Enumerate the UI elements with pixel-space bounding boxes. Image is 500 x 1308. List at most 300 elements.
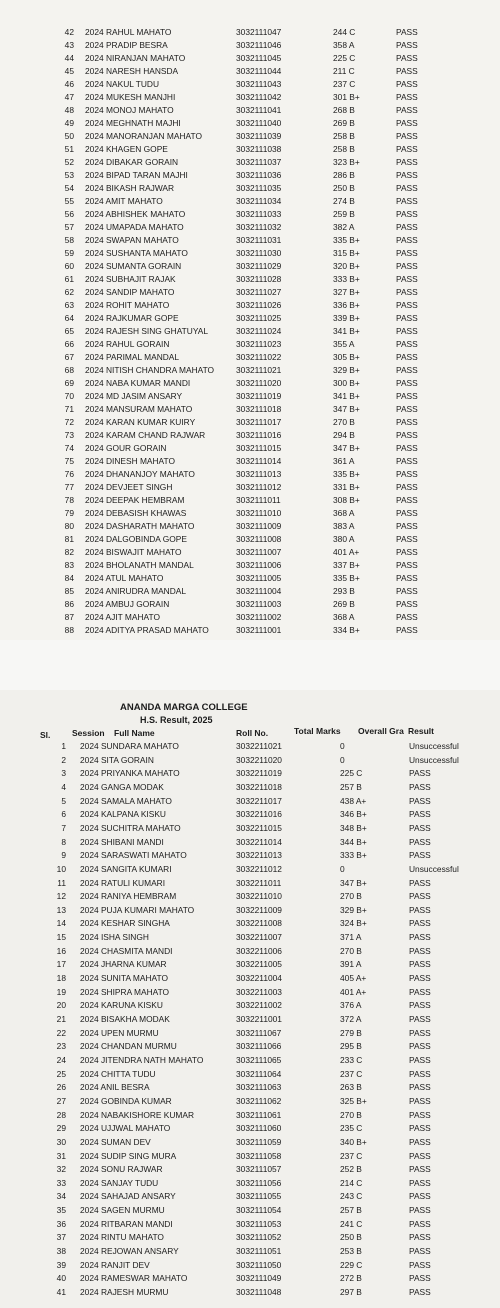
roll-number: 3032111058 [236, 1150, 282, 1161]
full-name: GOBINDA KUMAR [100, 1095, 172, 1106]
result-status: PASS [409, 1027, 431, 1038]
full-name: SANGITA KUMARI [100, 863, 172, 874]
serial-number: 40 [56, 1273, 66, 1284]
result-status: PASS [396, 40, 418, 50]
session-year: 2024 [80, 795, 99, 806]
session-year: 2024 [80, 1177, 99, 1188]
table-row [0, 104, 500, 117]
full-name: SUNDARA MAHATO [100, 741, 179, 751]
table-row [0, 1013, 500, 1026]
session-year: 2024 [80, 932, 99, 943]
roll-number: 3032111052 [236, 1232, 282, 1243]
student-name [80, 904, 194, 917]
session-year: 2024 [85, 66, 104, 76]
roll-number: 3032111059 [236, 1136, 282, 1147]
serial-number: 2 [61, 754, 66, 765]
total-marks: 368 A [333, 612, 355, 622]
session-year: 2024 [80, 1205, 99, 1216]
student-name [85, 39, 168, 52]
session-year: 2024 [80, 1095, 99, 1106]
session-year: 2024 [85, 313, 104, 323]
table-row [0, 26, 500, 39]
full-name: SUCHITRA MAHATO [100, 822, 181, 833]
roll-number: 3032111039 [236, 131, 282, 141]
serial-number: 79 [64, 508, 74, 518]
full-name: BIPAD TARAN MAJHI [105, 170, 188, 180]
total-marks: 383 A [333, 521, 355, 531]
serial-number: 62 [64, 287, 74, 297]
full-name: DEEPAK HEMBRAM [105, 495, 185, 505]
result-status: PASS [396, 183, 418, 193]
table-row [0, 260, 500, 273]
full-name: KARAN KUMAR KUIRY [105, 417, 196, 427]
roll-number: 3032111003 [236, 599, 282, 609]
full-name: MANORANJAN MAHATO [105, 131, 202, 141]
total-marks: 270 B [340, 945, 362, 956]
serial-number: 72 [64, 417, 74, 427]
result-status: PASS [396, 443, 418, 453]
student-name [85, 78, 159, 91]
result-status: PASS [409, 1191, 431, 1202]
full-name: ROHIT MAHATO [105, 300, 170, 310]
full-name: MD JASIM ANSARY [105, 391, 183, 401]
full-name: NARESH HANSDA [105, 66, 179, 76]
result-status: PASS [396, 482, 418, 492]
student-name [80, 1245, 179, 1258]
total-marks: 368 A [333, 508, 355, 518]
serial-number: 6 [61, 809, 66, 820]
table-row [0, 754, 500, 767]
table-row [0, 221, 500, 234]
total-marks: 253 B [340, 1246, 362, 1257]
student-name [85, 572, 163, 585]
table-row [0, 546, 500, 559]
table-row [0, 1231, 500, 1244]
total-marks: 380 A [333, 534, 355, 544]
table-row [0, 91, 500, 104]
serial-number: 56 [64, 209, 74, 219]
full-name: ABHISHEK MAHATO [105, 209, 186, 219]
full-name: SHIBANI MANDI [100, 836, 164, 847]
student-name [80, 1259, 150, 1272]
header-overall-grade: Overall Gra [358, 726, 404, 736]
session-year: 2024 [85, 209, 104, 219]
serial-number: 18 [56, 973, 66, 984]
total-marks: 241 C [340, 1218, 363, 1229]
session-year: 2024 [80, 1164, 99, 1175]
serial-number: 81 [64, 534, 74, 544]
roll-number: 3032111024 [236, 326, 282, 336]
roll-number: 3032111025 [236, 313, 282, 323]
roll-number: 3032111032 [236, 222, 282, 232]
roll-number: 3032111062 [236, 1095, 282, 1106]
serial-number: 45 [64, 66, 74, 76]
roll-number: 3032111009 [236, 521, 282, 531]
table-row [0, 455, 500, 468]
total-marks: 438 A+ [340, 795, 367, 806]
serial-number: 78 [64, 495, 74, 505]
serial-number: 32 [56, 1164, 66, 1175]
total-marks: 233 C [340, 1054, 363, 1065]
student-name [85, 598, 169, 611]
roll-number: 3032111001 [236, 625, 282, 635]
session-year: 2024 [85, 196, 104, 206]
student-name [80, 863, 172, 876]
session-year: 2024 [80, 754, 99, 765]
session-year: 2024 [85, 560, 104, 570]
student-name [80, 1081, 150, 1094]
roll-number: 3032111040 [236, 118, 282, 128]
table-row [0, 156, 500, 169]
session-year: 2024 [85, 248, 104, 258]
roll-number: 3032111016 [236, 430, 282, 440]
session-year: 2024 [80, 1082, 99, 1093]
full-name: BISWAJIT MAHATO [105, 547, 182, 557]
roll-number: 3032211004 [236, 973, 282, 984]
total-marks: 361 A [333, 456, 355, 466]
total-marks: 252 B [340, 1164, 362, 1175]
full-name: KARUNA KISKU [100, 1000, 163, 1011]
table-row [0, 507, 500, 520]
serial-number: 84 [64, 573, 74, 583]
result-status: PASS [396, 573, 418, 583]
session-year: 2024 [85, 417, 104, 427]
student-name [80, 781, 164, 794]
roll-number: 3032111051 [236, 1246, 282, 1257]
result-status: PASS [409, 1123, 431, 1134]
result-status: PASS [396, 300, 418, 310]
roll-number: 3032211021 [236, 741, 282, 751]
roll-number: 3032111026 [236, 300, 282, 310]
result-status: PASS [409, 1164, 431, 1175]
serial-number: 35 [56, 1205, 66, 1216]
result-status: PASS [396, 417, 418, 427]
full-name: REJOWAN ANSARY [100, 1246, 179, 1257]
table-row [0, 1068, 500, 1081]
serial-number: 82 [64, 547, 74, 557]
result-status: PASS [396, 560, 418, 570]
roll-number: 3032211018 [236, 781, 282, 792]
student-name [80, 1272, 187, 1285]
full-name: CHANDAN MURMU [100, 1041, 177, 1052]
student-name [85, 104, 174, 117]
student-name [85, 364, 214, 377]
total-marks: 324 B+ [340, 918, 367, 929]
full-name: MEGHNATH MAJHI [105, 118, 181, 128]
full-name: KESHAR SINGHA [100, 918, 170, 929]
table-row [0, 890, 500, 903]
serial-number: 47 [64, 92, 74, 102]
roll-number: 3032111061 [236, 1109, 282, 1120]
serial-number: 3 [61, 768, 66, 779]
roll-number: 3032111064 [236, 1068, 282, 1079]
session-year: 2024 [80, 1041, 99, 1052]
table-row [0, 559, 500, 572]
session-year: 2024 [80, 1014, 99, 1024]
serial-number: 68 [64, 365, 74, 375]
full-name: RATULI KUMARI [100, 877, 166, 888]
full-name: RAJESH MURMU [100, 1287, 169, 1297]
full-name: RAJESH SING GHATUYAL [105, 326, 209, 336]
result-status: PASS [396, 456, 418, 466]
roll-number: 3032111014 [236, 456, 282, 466]
result-status: PASS [409, 986, 431, 997]
full-name: DINESH MAHATO [105, 456, 175, 466]
total-marks: 257 B [340, 781, 362, 792]
serial-number: 76 [64, 469, 74, 479]
roll-number: 3032211019 [236, 768, 282, 779]
total-marks: 346 B+ [340, 809, 367, 820]
table-row [0, 195, 500, 208]
roll-number: 3032111055 [236, 1191, 282, 1202]
table-row [0, 416, 500, 429]
student-name [80, 808, 166, 821]
total-marks: 279 B [340, 1027, 362, 1038]
table-row [0, 767, 500, 780]
result-status: PASS [396, 66, 418, 76]
student-name [85, 325, 208, 338]
serial-number: 58 [64, 235, 74, 245]
result-status: PASS [396, 352, 418, 362]
student-name [80, 877, 165, 890]
session-year: 2024 [85, 352, 104, 362]
student-name [85, 286, 174, 299]
session-year: 2024 [85, 378, 104, 388]
table-row [0, 598, 500, 611]
full-name: RAHUL GORAIN [105, 339, 170, 349]
student-name [80, 1190, 176, 1203]
student-name [85, 455, 175, 468]
session-year: 2024 [80, 1150, 99, 1161]
student-name [85, 403, 192, 416]
full-name: SARASWATI MAHATO [100, 850, 187, 861]
full-name: NITISH CHANDRA MAHATO [105, 365, 215, 375]
table-row [0, 1095, 500, 1108]
table-row [0, 1259, 500, 1272]
student-name [80, 958, 167, 971]
total-marks: 229 C [340, 1259, 363, 1270]
serial-number: 73 [64, 430, 74, 440]
table-row [0, 338, 500, 351]
header-result: Result [408, 726, 434, 736]
serial-number: 11 [57, 877, 66, 888]
roll-number: 3032211008 [236, 918, 282, 929]
serial-number: 48 [64, 105, 74, 115]
session-year: 2024 [85, 222, 104, 232]
result-status: PASS [409, 1287, 431, 1297]
serial-number: 87 [64, 612, 74, 622]
table-row [0, 169, 500, 182]
session-year: 2024 [80, 1136, 99, 1147]
full-name: SUSHANTA MAHATO [105, 248, 188, 258]
session-year: 2024 [85, 508, 104, 518]
total-marks: 243 C [340, 1191, 363, 1202]
total-marks: 334 B+ [333, 625, 360, 635]
total-marks: 305 B+ [333, 352, 360, 362]
full-name: ISHA SINGH [100, 932, 149, 943]
table-row [0, 931, 500, 944]
result-status: PASS [396, 131, 418, 141]
serial-number: 70 [64, 391, 74, 401]
total-marks: 320 B+ [333, 261, 360, 271]
total-marks: 259 B [333, 209, 355, 219]
session-year: 2024 [85, 547, 104, 557]
total-marks: 347 B+ [333, 443, 360, 453]
total-marks: 335 B+ [333, 469, 360, 479]
full-name: GANGA MODAK [100, 781, 164, 792]
full-name: PRADIP BESRA [105, 40, 168, 50]
result-status: PASS [396, 248, 418, 258]
total-marks: 258 B [333, 131, 355, 141]
total-marks: 270 B [340, 891, 362, 902]
roll-number: 3032211015 [236, 822, 282, 833]
full-name: DIBAKAR GORAIN [105, 157, 179, 167]
session-year: 2024 [85, 430, 104, 440]
full-name: AMBUJ GORAIN [105, 599, 170, 609]
result-status: PASS [409, 1041, 431, 1052]
total-marks: 250 B [340, 1232, 362, 1243]
full-name: ATUL MAHATO [105, 573, 164, 583]
result-status: PASS [409, 1150, 431, 1161]
total-marks: 272 B [340, 1273, 362, 1284]
table-row [0, 442, 500, 455]
full-name: DEVJEET SINGH [105, 482, 173, 492]
full-name: SAGEN MURMU [100, 1205, 165, 1216]
roll-number: 3032111060 [236, 1123, 282, 1134]
roll-number: 3032211005 [236, 959, 282, 970]
total-marks: 329 B+ [340, 904, 367, 915]
total-marks: 347 B+ [340, 877, 367, 888]
student-name [85, 377, 190, 390]
roll-number: 3032111066 [236, 1041, 282, 1052]
result-status: PASS [396, 222, 418, 232]
result-status: PASS [409, 1014, 431, 1024]
result-status: PASS [396, 430, 418, 440]
student-name [80, 849, 187, 862]
table-row [0, 286, 500, 299]
roll-number: 3032111027 [236, 287, 282, 297]
student-name [80, 972, 168, 985]
full-name: BISAKHA MODAK [100, 1014, 170, 1024]
table-row [0, 403, 500, 416]
serial-number: 17 [56, 959, 66, 970]
full-name: RANJIT DEV [100, 1259, 150, 1270]
total-marks: 300 B+ [333, 378, 360, 388]
serial-number: 55 [64, 196, 74, 206]
total-marks: 237 C [340, 1068, 363, 1079]
serial-number: 12 [56, 891, 66, 902]
session-year: 2024 [85, 131, 104, 141]
total-marks: 237 C [333, 79, 356, 89]
roll-number: 3032111017 [236, 417, 282, 427]
student-name [85, 390, 182, 403]
session-year: 2024 [85, 105, 104, 115]
total-marks: 323 B+ [333, 157, 360, 167]
full-name: ANIL BESRA [100, 1082, 150, 1093]
student-name [80, 1286, 168, 1299]
total-marks: 225 C [340, 768, 363, 779]
roll-number: 3032211013 [236, 850, 282, 861]
result-status: PASS [396, 469, 418, 479]
table-row [0, 78, 500, 91]
session-year: 2024 [80, 1287, 99, 1297]
header-sl: Sl. [40, 730, 51, 740]
session-year: 2024 [85, 183, 104, 193]
serial-number: 33 [56, 1177, 66, 1188]
result-status: PASS [396, 105, 418, 115]
result-status: PASS [409, 836, 431, 847]
session-year: 2024 [85, 157, 104, 167]
student-name [80, 1218, 173, 1231]
session-year: 2024 [85, 27, 104, 37]
student-name [85, 273, 176, 286]
result-status: PASS [396, 144, 418, 154]
roll-number: 3032111018 [236, 404, 282, 414]
session-year: 2024 [80, 1218, 99, 1229]
full-name: RINTU MAHATO [100, 1232, 164, 1243]
full-name: SHIPRA MAHATO [100, 986, 170, 997]
table-row [0, 429, 500, 442]
roll-number: 3032211001 [236, 1014, 282, 1024]
table-row [0, 1190, 500, 1203]
total-marks: 337 B+ [333, 560, 360, 570]
roll-number: 3032211003 [236, 986, 282, 997]
session-year: 2024 [85, 92, 104, 102]
table-row [0, 945, 500, 958]
student-name [80, 917, 170, 930]
session-year: 2024 [80, 822, 99, 833]
session-year: 2024 [80, 1068, 99, 1079]
roll-number: 3032111036 [236, 170, 282, 180]
total-marks: 391 A [340, 959, 362, 970]
result-status: PASS [409, 891, 431, 902]
session-year: 2024 [80, 836, 99, 847]
total-marks: 214 C [340, 1177, 363, 1188]
session-year: 2024 [85, 482, 104, 492]
result-status: PASS [409, 1095, 431, 1106]
serial-number: 13 [56, 904, 66, 915]
session-year: 2024 [80, 1246, 99, 1257]
session-year: 2024 [80, 1027, 99, 1038]
table-row [0, 52, 500, 65]
roll-number: 3032111054 [236, 1205, 282, 1216]
result-status: PASS [396, 391, 418, 401]
result-status: PASS [396, 599, 418, 609]
serial-number: 59 [64, 248, 74, 258]
roll-number: 3032211010 [236, 891, 282, 902]
table-row [0, 740, 500, 753]
full-name: UJJWAL MAHATO [100, 1123, 171, 1134]
total-marks: 347 B+ [333, 404, 360, 414]
student-name [85, 130, 202, 143]
result-status: PASS [409, 1000, 431, 1011]
roll-number: 3032111006 [236, 560, 282, 570]
total-marks: 335 B+ [333, 235, 360, 245]
table-row [0, 377, 500, 390]
full-name: PRIYANKA MAHATO [100, 768, 180, 779]
session-year: 2024 [80, 1109, 99, 1120]
header-roll-no: Roll No. [236, 728, 269, 738]
session-year: 2024 [85, 144, 104, 154]
full-name: SUBHAJIT RAJAK [105, 274, 176, 284]
result-status: PASS [396, 534, 418, 544]
serial-number: 54 [64, 183, 74, 193]
serial-number: 7 [61, 822, 66, 833]
total-marks: 244 C [333, 27, 356, 37]
table-row [0, 972, 500, 985]
table-row [0, 1150, 500, 1163]
table-row [0, 795, 500, 808]
